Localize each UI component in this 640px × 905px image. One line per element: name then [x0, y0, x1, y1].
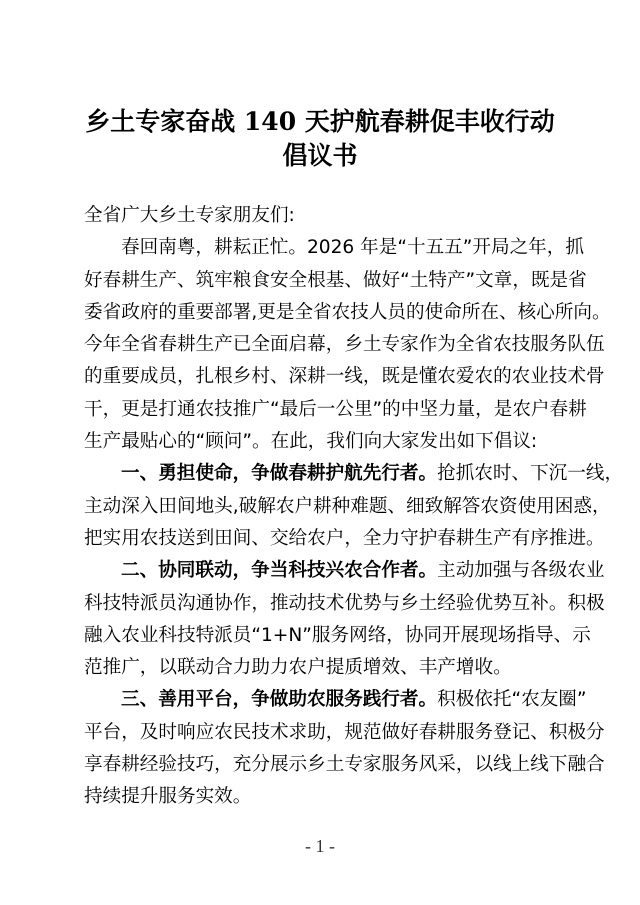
proposal-1-line: 把实用农技送到田间、交给农户，全力守护春耕生产有序推进。	[84, 527, 605, 549]
proposal-1-first-line	[84, 458, 624, 490]
proposal-3-heading: 三、善用平台，争做助农服务践行者。	[121, 689, 438, 711]
intro-line: 今年全省春耕生产已全面启幕，乡土专家作为全省农技服务队伍	[84, 334, 605, 356]
document-title: 乡土专家奋战 140 天护航春耕促丰收行动	[85, 107, 555, 136]
intro-line: 生产最贴心的“顾问”。在此，我们向大家发出如下倡议:	[84, 431, 538, 453]
proposal-2-line: 融入农业科技特派员“1+N”服务网络，协同开展现场指导、示	[84, 624, 591, 646]
proposal-2-line: 范推广，以联动合力助力农户提质增效、丰产增收。	[84, 657, 512, 679]
intro-line: 的重要成员，扎根乡村、深耕一线，既是懂农爱农的农业技术骨	[84, 366, 605, 388]
salutation: 全省广大乡土专家朋友们:	[84, 205, 295, 226]
proposal-3-line: 平台，及时响应农民技术求助，规范做好春耕服务登记、积极分	[84, 721, 605, 743]
proposal-1-text: 抢抓农时、下沉一线，	[437, 463, 624, 485]
intro-line: 干，更是打通农技推广“最后一公里”的中坚力量，是农户春耕	[84, 398, 587, 420]
proposal-1-line: 主动深入田间地头,破解农户耕种难题、细致解答农资使用困惑，	[84, 495, 611, 517]
proposal-3-first-line	[84, 684, 587, 716]
document-subtitle: 倡议书	[282, 141, 358, 170]
intro-line: 委省政府的重要部署,更是全省农技人员的使命所在、核心所向。	[84, 301, 611, 323]
proposal-2-text: 主动加强与各级农业	[437, 560, 605, 582]
proposal-3-line: 享春耕经验技巧，充分展示乡土专家服务风采，以线上线下融合	[84, 754, 605, 776]
page-number: - 1 -	[305, 836, 335, 856]
proposal-3-line: 持续提升服务实效。	[84, 786, 252, 808]
proposal-3-text: 积极依托“农友圈”	[437, 689, 587, 711]
proposal-2-first-line	[84, 555, 605, 587]
intro-line: 春回南粤，耕耘正忙。2026 年是“十五五”开局之年，抓	[121, 237, 584, 259]
proposal-1-heading: 一、勇担使命，争做春耕护航先行者。	[121, 463, 438, 485]
proposal-2-heading: 二、协同联动，争当科技兴农合作者。	[121, 560, 438, 582]
document-body	[84, 200, 624, 814]
proposal-2-line: 科技特派员沟通协作，推动技术优势与乡土经验优势互补。积极	[84, 592, 605, 614]
intro-line: 好春耕生产、筑牢粮食安全根基、做好“土特产”文章，既是省	[84, 269, 587, 291]
